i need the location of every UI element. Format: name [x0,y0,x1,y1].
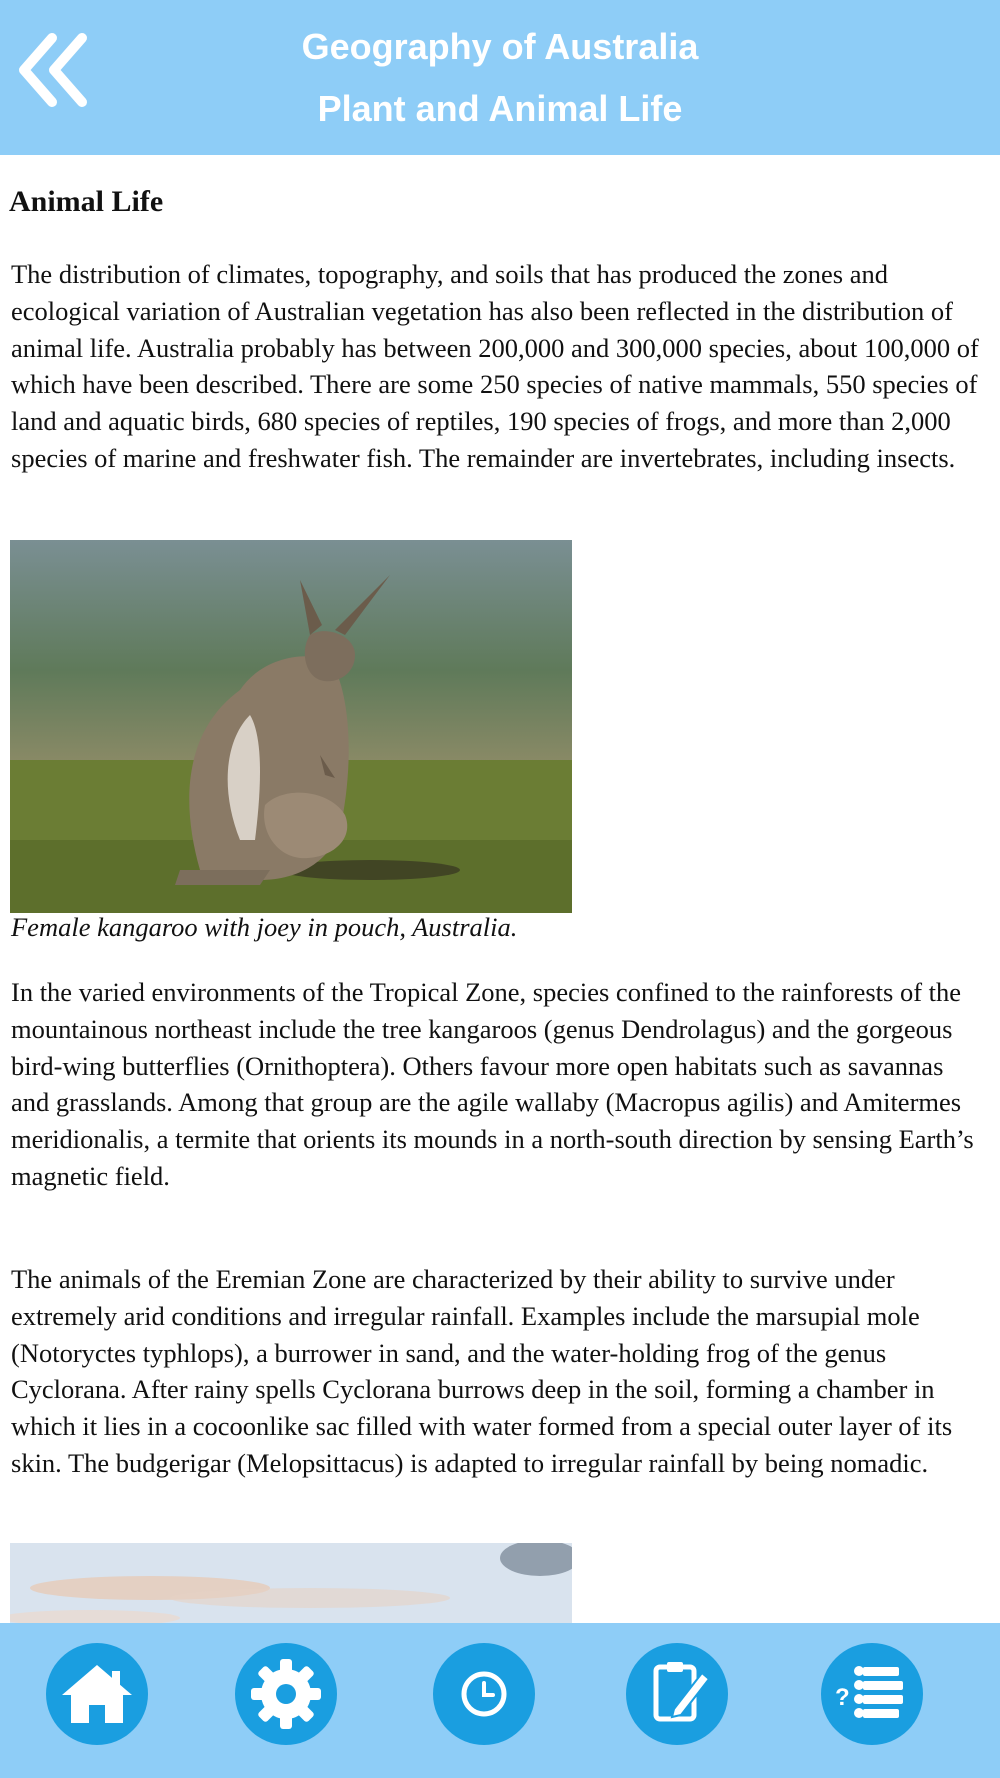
bottom-navigation [0,1623,1000,1778]
notes-button[interactable] [626,1643,728,1745]
second-photo [10,1543,572,1623]
quiz-button[interactable] [821,1643,923,1745]
paragraph-eremian-zone: The animals of the Eremian Zone are characterized by their ability to survive under extremely arid conditions and irregular rainfall. Examples include the marsupial mole (Notoryctes typhlops), a burrower in sand, and the water-holding frog of the genus Cyclorana. After rainy spells Cyclorana burrows deep in the soil, forming a chamber in which it lies in a cocoonlike sac filled with water formed from a special outer layer of its skin. The budgerigar (Melopsittacus) is adapted to irregular rainfall by being nomadic. [11,1264,953,1478]
page-title: Geography of Australia [301,26,699,67]
home-icon [46,1643,148,1745]
paragraph-tropical-zone: In the varied environments of the Tropical Zone, species confined to the rainforests of the mountainous northeast include the tree kangaroos (genus Dendrolagus) and the gorgeous bird-wing butterflies (Ornithoptera). Others favour more open habitats such as savannas and grasslands. Among that group are the agile wallaby (Macropus agilis) and Amitermes meridionalis, a termite that orients its mounds in a north-south direction by sensing Earth’s magnetic field. [11,977,974,1191]
kangaroo-photo [10,540,572,913]
quiz-icon [821,1643,923,1745]
notes-icon [626,1643,728,1745]
svg-text:?: ? [835,1684,850,1711]
history-button[interactable] [433,1643,535,1745]
section-heading: Animal Life [9,185,164,218]
gear-icon [235,1643,337,1745]
home-button[interactable] [46,1643,148,1745]
paragraph-intro: The distribution of climates, topography, and soils that has produced the zones and ecological variation of Australian vegetation has also been reflected in the distribution of animal life. Australia probably has between 200,000 and 300,000 species, about 100,000 of which have been described. There are some 250 species of native mammals, 550 species of land and aquatic birds, 680 species of reptiles, 190 species of frogs, and more than 2,000 species of marine and freshwater fish. The remainder are invertebrates, including insects. [11,259,979,473]
app-header [0,0,1000,155]
clock-icon [433,1643,535,1745]
article-content[interactable] [0,155,1000,1623]
page-subtitle: Plant and Animal Life [317,88,683,129]
settings-button[interactable] [235,1643,337,1745]
image-caption: Female kangaroo with joey in pouch, Australia. [11,912,518,942]
